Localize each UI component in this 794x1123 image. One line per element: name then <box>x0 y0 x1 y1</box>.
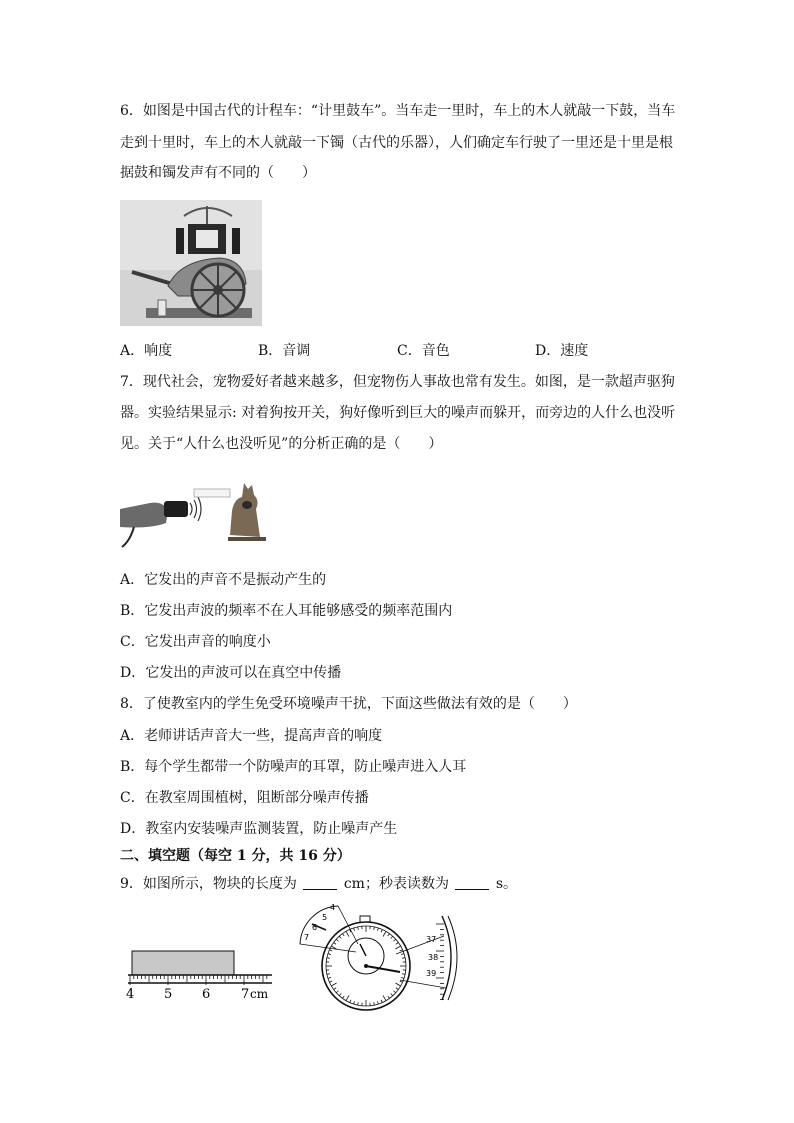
outer-dial-label-39: 39 <box>426 969 437 978</box>
q6-stem-line-1: 6．如图是中国古代的计程车：“计里鼓车”。当车走一里时，车上的木人就敲一下鼓，当车 <box>120 103 676 119</box>
q6-option-d[interactable]: D．速度 <box>535 343 589 359</box>
stopwatch-diagram <box>296 900 476 1015</box>
q8-option-d[interactable]: D．教室内安装噪声监测装置，防止噪声产生 <box>120 821 398 837</box>
q6-stem-line-2: 走到十里时，车上的木人就敲一下镯（古代的乐器），人们确定车行驶了一里还是十里是根 <box>120 135 673 151</box>
inner-dial-label-4: 4 <box>330 903 336 912</box>
q6-option-a[interactable]: A．响度 <box>120 343 173 359</box>
q9-stem-part-3: s。 <box>495 876 518 892</box>
ruler-label-5: 5 <box>164 987 173 1002</box>
outer-dial-label-38: 38 <box>428 953 439 962</box>
q8-stem: 8．了使教室内的学生免受环境噪声干扰，下面这些做法有效的是（ ） <box>120 696 577 712</box>
q9-stem-part-1: 9．如图所示，物块的长度为 <box>120 876 297 892</box>
q8-option-c[interactable]: C．在教室周围植树，阻断部分噪声传播 <box>120 790 369 806</box>
drum-cart-image <box>120 200 262 326</box>
outer-dial-label-37: 37 <box>426 935 437 944</box>
q6-option-c[interactable]: C．音色 <box>397 343 450 359</box>
ruler-label-7: 7 <box>241 987 250 1002</box>
q7-option-b[interactable]: B．它发出声波的频率不在人耳能够感受的频率范围内 <box>120 603 453 619</box>
q7-option-d[interactable]: D．它发出的声波可以在真空中传播 <box>120 665 342 681</box>
q7-stem-line-1: 7．现代社会，宠物爱好者越来越多，但宠物伤人事故也常有发生。如图，是一款超声驱狗 <box>120 374 675 390</box>
q7-stem-line-3: 见。关于“人什么也没听见”的分析正确的是（ ） <box>120 436 443 452</box>
q7-option-a[interactable]: A．它发出的声音不是振动产生的 <box>120 572 327 588</box>
q9-stem <box>120 874 517 894</box>
q9-stem-part-2: cm；秒表读数为 <box>343 876 449 892</box>
inner-dial-label-7: 7 <box>304 933 310 942</box>
q9-length-blank[interactable] <box>303 875 337 890</box>
ultrasonic-dog-repeller-image <box>120 475 270 550</box>
section-heading-fill-in: 二、填空题（每空 1 分，共 16 分） <box>120 848 351 864</box>
q6-stem-line-3: 据鼓和镯发声有不同的（ ） <box>120 165 316 181</box>
inner-dial-label-6: 6 <box>312 923 318 932</box>
q8-option-b[interactable]: B．每个学生都带一个防噪声的耳罩，防止噪声进入人耳 <box>120 759 467 775</box>
ruler-label-4: 4 <box>126 987 135 1002</box>
q6-option-b[interactable]: B．音调 <box>258 343 311 359</box>
q7-option-c[interactable]: C．它发出声音的响度小 <box>120 634 271 650</box>
inner-dial-label-5: 5 <box>322 913 328 922</box>
ruler-unit: cm <box>250 987 269 1001</box>
q8-option-a[interactable]: A．老师讲话声音大一些，提高声音的响度 <box>120 728 383 744</box>
ruler-label-6: 6 <box>202 987 211 1002</box>
q9-stopwatch-blank[interactable] <box>455 875 489 890</box>
q7-stem-line-2: 器。实验结果显示: 对着狗按开关，狗好像听到巨大的噪声而躲开，而旁边的人什么也没听 <box>120 405 676 421</box>
ruler-diagram <box>120 945 280 1005</box>
